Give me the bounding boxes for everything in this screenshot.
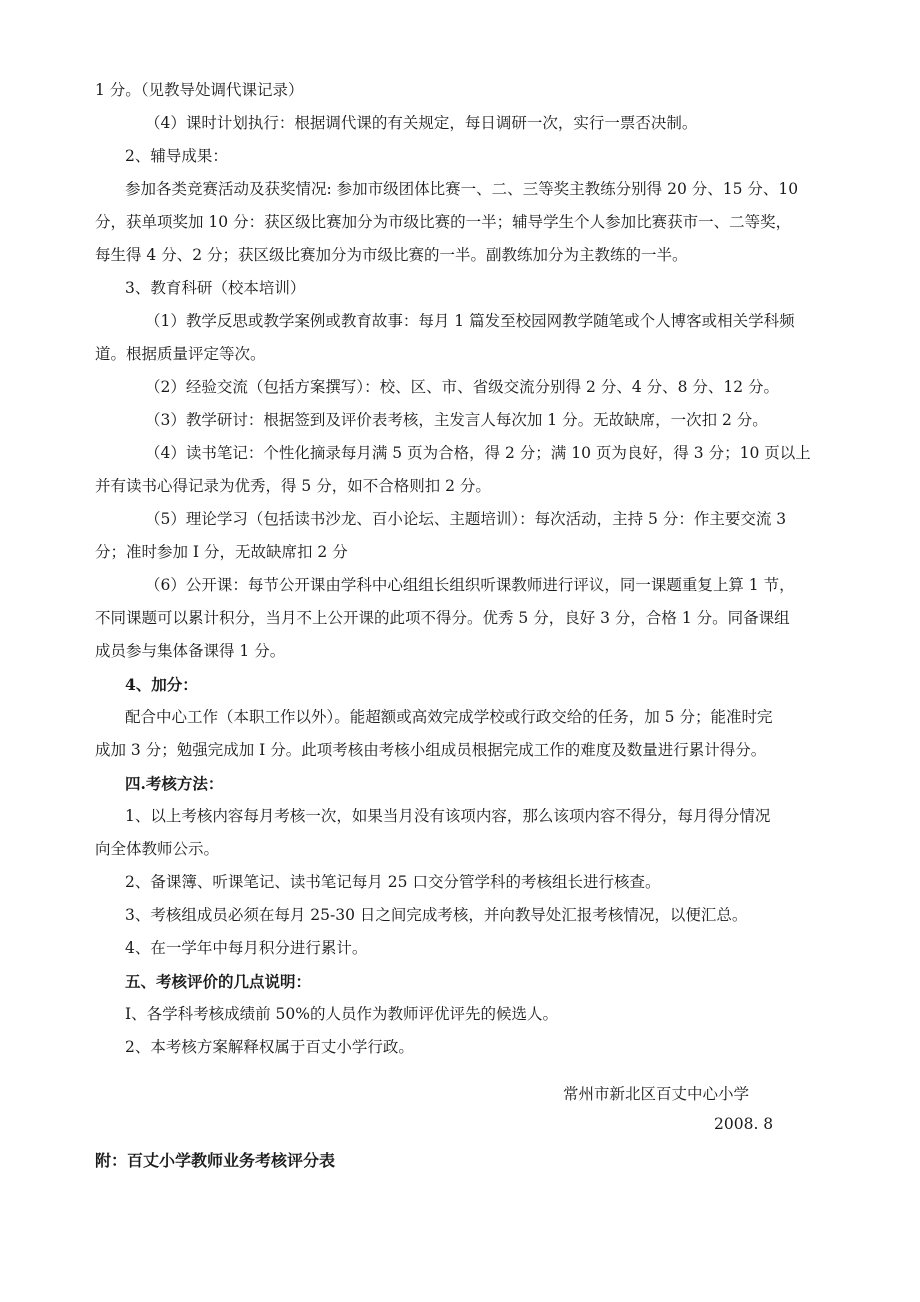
text-line: 不同课题可以累计积分，当月不上公开课的此项不得分。优秀 5 分，良好 3 分，合格 1 分。同备课组: [95, 609, 790, 627]
text-line: （5）理论学习（包括读书沙龙、百小论坛、主题培训）：每次活动，主持 5 分：作主要交流 3: [145, 510, 787, 528]
text-line: 分，获单项奖加 10 分：获区级比赛加分为市级比赛的一半；辅导学生个人参加比赛获市一、二等奖，: [95, 213, 792, 231]
text-line: 1 分。（见教导处调代课记录）: [95, 81, 304, 99]
document-body: [95, 74, 855, 1064]
text-line: 配合中心工作（本职工作以外）。能超额或高效完成学校或行政交给的任务，加 5 分；能准时完: [125, 708, 773, 726]
text-line: 向全体教师公示。: [95, 840, 220, 858]
text-line: （2）经验交流（包括方案撰写）：校、区、市、省级交流分别得 2 分、4 分、8 分、12 分。: [145, 378, 780, 396]
section-heading: 3、教育科研（校本培训）: [125, 279, 306, 297]
text-line: 4、在一学年中每月积分进行累计。: [125, 939, 368, 957]
text-line: 参加各类竞赛活动及获奖情况: 参加市级团体比赛一、二、三等奖主教练分别得 20 分、15 分、10: [125, 180, 799, 198]
text-line: （6）公开课：每节公开课由学科中心组组长组织听课教师进行评议，同一课题重复上算 1 节，: [145, 576, 795, 594]
text-line: 成员参与集体备课得 1 分。: [95, 642, 286, 660]
text-line: 并有读书心得记录为优秀，得 5 分，如不合格则扣 2 分。: [95, 477, 491, 495]
text-line: I、各学科考核成绩前 50%的人员作为教师评优评先的候选人。: [125, 1005, 559, 1023]
text-line: 道。根据质量评定等次。: [95, 345, 266, 363]
text-line: （3）教学研讨：根据签到及评价表考核，主发言人每次加 1 分。无故缺席，一次扣 2 分。: [145, 411, 768, 429]
text-line: （4）课时计划执行：根据调代课的有关规定，每日调研一次，实行一票否决制。: [145, 114, 698, 132]
section-heading: 五、考核评价的几点说明：: [125, 972, 312, 991]
text-line: （1）教学反思或教学案例或教育故事：每月 1 篇发至校园网教学随笔或个人博客或相关学科频: [145, 312, 795, 330]
signature-school: 常州市新北区百丈中心小学: [563, 1085, 750, 1103]
text-line: 2、备课簿、听课笔记、读书笔记每月 25 口交分管学科的考核组长进行核查。: [125, 873, 661, 891]
section-heading: 2、辅导成果：: [125, 147, 228, 165]
text-line: 成加 3 分；勉强完成加 I 分。此项考核由考核小组成员根据完成工作的难度及数量进行累计得分。: [95, 741, 767, 759]
text-line: 每生得 4 分、2 分；获区级比赛加分为市级比赛的一半。副教练加分为主教练的一半。: [95, 246, 688, 264]
text-line: 分；准时参加 I 分，无故缺席扣 2 分: [95, 543, 348, 561]
text-line: 2、本考核方案解释权属于百丈小学行政。: [125, 1038, 414, 1056]
text-line: 1、以上考核内容每月考核一次，如果当月没有该项内容，那么该项内容不得分，每月得分情况: [125, 807, 771, 825]
appendix-title: 附：百丈小学教师业务考核评分表: [95, 1151, 336, 1170]
text-line: （4）读书笔记：个性化摘录每月满 5 页为合格，得 2 分；满 10 页为良好，得 3 分；10 页以上: [145, 444, 811, 462]
text-line: 3、考核组成员必须在每月 25-30 日之间完成考核，并向教导处汇报考核情况，以便汇总。: [125, 906, 748, 924]
section-heading: 四.考核方法：: [125, 774, 224, 793]
signature-date: 2008. 8: [714, 1115, 774, 1133]
section-heading: 4、加分：: [125, 675, 198, 694]
